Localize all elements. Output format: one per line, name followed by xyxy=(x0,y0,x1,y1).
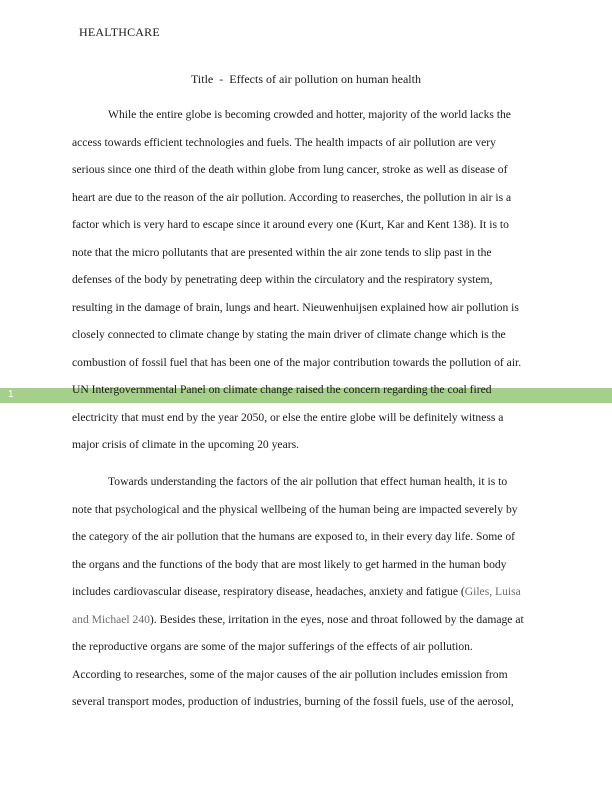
paragraph-2 xyxy=(72,468,542,716)
paragraph-line: closely connected to climate change by stating the main driver of climate change which is the xyxy=(72,328,506,341)
paragraph-line: combustion of fossil fuel that has been one of the major contribution towards the pollution of air. xyxy=(72,355,522,369)
paragraph-line: access towards efficient technologies and fuels. The health impacts of air pollution are very xyxy=(72,135,496,149)
citation-text: and Michael 240 xyxy=(72,612,150,626)
paragraph-line: UN Intergovernmental Panel on climate change raised the concern regarding the coal fired xyxy=(72,383,492,396)
citation-text: Giles, Luisa xyxy=(464,585,521,598)
page-number-marker: 1 xyxy=(8,389,14,400)
paragraph-line: resulting in the damage of brain, lungs and heart. Nieuwenhuijsen explained how air pollution is xyxy=(72,300,519,314)
paragraph-line: note that the micro pollutants that are presented within the air zone tends to slip past in the xyxy=(72,245,492,259)
paragraph-line: several transport modes, production of industries, burning of the fossil fuels, use of the aerosol, xyxy=(72,695,514,708)
paragraph-line: serious since one third of the death within globe from lung cancer, stroke as well as disease of xyxy=(72,163,508,176)
paragraph-line: the organs and the functions of the body that are most likely to get harmed in the human body xyxy=(72,557,507,571)
paragraph-line: heart are due to the reason of the air pollution. According to reaserches, the pollution in air is a xyxy=(72,190,512,204)
paragraph-text: includes cardiovascular disease, respiratory disease, headaches, anxiety and fatigue ( xyxy=(72,585,465,598)
paragraph-line: According to researches, some of the major causes of the air pollution includes emission from xyxy=(72,667,508,681)
paragraph-line: note that psychological and the physical wellbeing of the human being are impacted severely by xyxy=(72,502,518,516)
paragraph-line: Towards understanding the factors of the air pollution that effect human health, it is to xyxy=(108,475,508,488)
paragraph-line: defenses of the body by penetrating deep within the circulatory and the respiratory system, xyxy=(72,273,493,286)
paragraph-text: ). Besides these, irritation in the eyes, nose and throat followed by the damage at xyxy=(149,612,524,626)
paragraph-line-with-citation xyxy=(72,578,542,606)
paragraph-line: major crisis of climate in the upcoming 20 years. xyxy=(72,438,299,451)
paragraph-line: electricity that must end by the year 2050, or else the entire globe will be definitely witness a xyxy=(72,410,504,424)
paragraph-line-with-citation xyxy=(72,606,542,634)
paragraph-line: While the entire globe is becoming crowded and hotter, majority of the world lacks the xyxy=(108,108,511,121)
document-title: Title - Effects of air pollution on human health xyxy=(191,72,421,86)
paragraph-line: the reproductive organs are some of the major sufferings of the effects of air pollution. xyxy=(72,640,473,653)
paragraph-1 xyxy=(72,101,542,459)
paragraph-line: the category of the air pollution that the humans are exposed to, in their every day life. Some of xyxy=(72,530,516,543)
running-header: HEALTHCARE xyxy=(79,25,160,39)
paragraph-line: factor which is very hard to escape since it around every one (Kurt, Kar and Kent 138). It is to xyxy=(72,218,509,231)
